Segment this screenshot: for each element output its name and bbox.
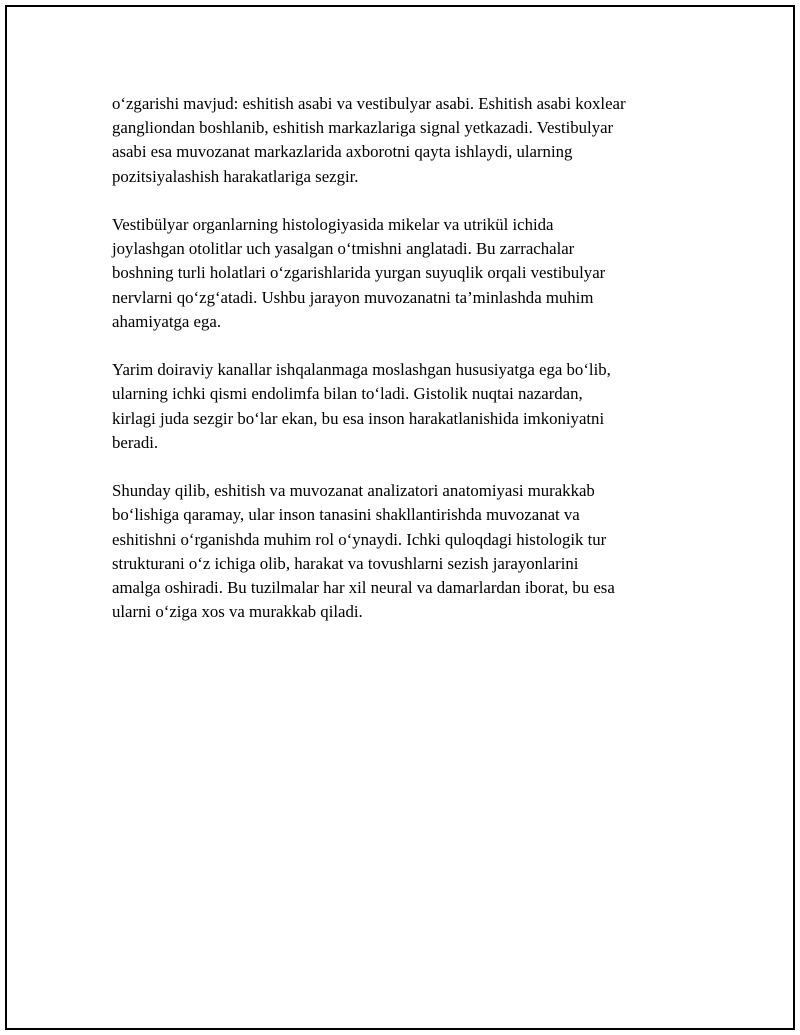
text-line: asabi esa muvozanat markazlarida axborotni qayta ishlaydi, ularning [112,142,573,162]
text-line: Shunday qilib, eshitish va muvozanat analizatori anatomiyasi murakkab [112,481,595,501]
paragraph-nerves [112,92,692,189]
paragraph-conclusion [112,479,692,624]
text-line: ularni o‘ziga xos va murakkab qiladi. [112,602,363,622]
text-line: eshitishni o‘rganishda muhim rol o‘ynaydi. Ichki quloqdagi histologik tur [112,529,607,549]
text-line: Yarim doiraviy kanallar ishqalanmaga moslashgan hususiyatga ega bo‘lib, [112,360,611,380]
paragraph-semicircular-canals [112,358,692,455]
text-line: pozitsiyalashish harakatlariga sezgir. [112,166,359,186]
text-line: kirlagi juda sezgir bo‘lar ekan, bu esa inson harakatlanishida imkoniyatni [112,408,605,428]
text-line: ahamiyatga ega. [112,311,222,331]
paragraph-vestibular-histology [112,213,692,334]
text-line: o‘zgarishi mavjud: eshitish asabi va vestibulyar asabi. Eshitish asabi koxlear [112,94,626,113]
text-line: joylashgan otolitlar uch yasalgan o‘tmishni anglatadi. Bu zarrachalar [112,239,575,259]
text-line: Vestibülyar organlarning histologiyasida mikelar va utrikül ichida [112,215,554,234]
text-line: ularning ichki qismi endolimfa bilan to‘ladi. Gistolik nuqtai nazardan, [112,384,583,404]
text-line: bo‘lishiga qaramay, ular inson tanasini shakllantirishda muvozanat va [112,505,580,525]
text-line: beradi. [112,432,159,452]
text-line: gangliondan boshlanib, eshitish markazlariga signal yetkazadi. Vestibulyar [112,118,614,138]
text-line: strukturani o‘z ichiga olib, harakat va tovushlarni sezish jarayonlarini [112,553,579,573]
text-line: nervlarni qo‘zg‘atadi. Ushbu jarayon muvozanatni ta’minlashda muhim [112,287,594,307]
document-body [112,92,692,649]
text-line: amalga oshiradi. Bu tuzilmalar har xil neural va damarlardan iborat, bu esa [112,578,615,598]
text-line: boshning turli holatlari o‘zgarishlarida yurgan suyuqlik orqali vestibulyar [112,263,606,283]
